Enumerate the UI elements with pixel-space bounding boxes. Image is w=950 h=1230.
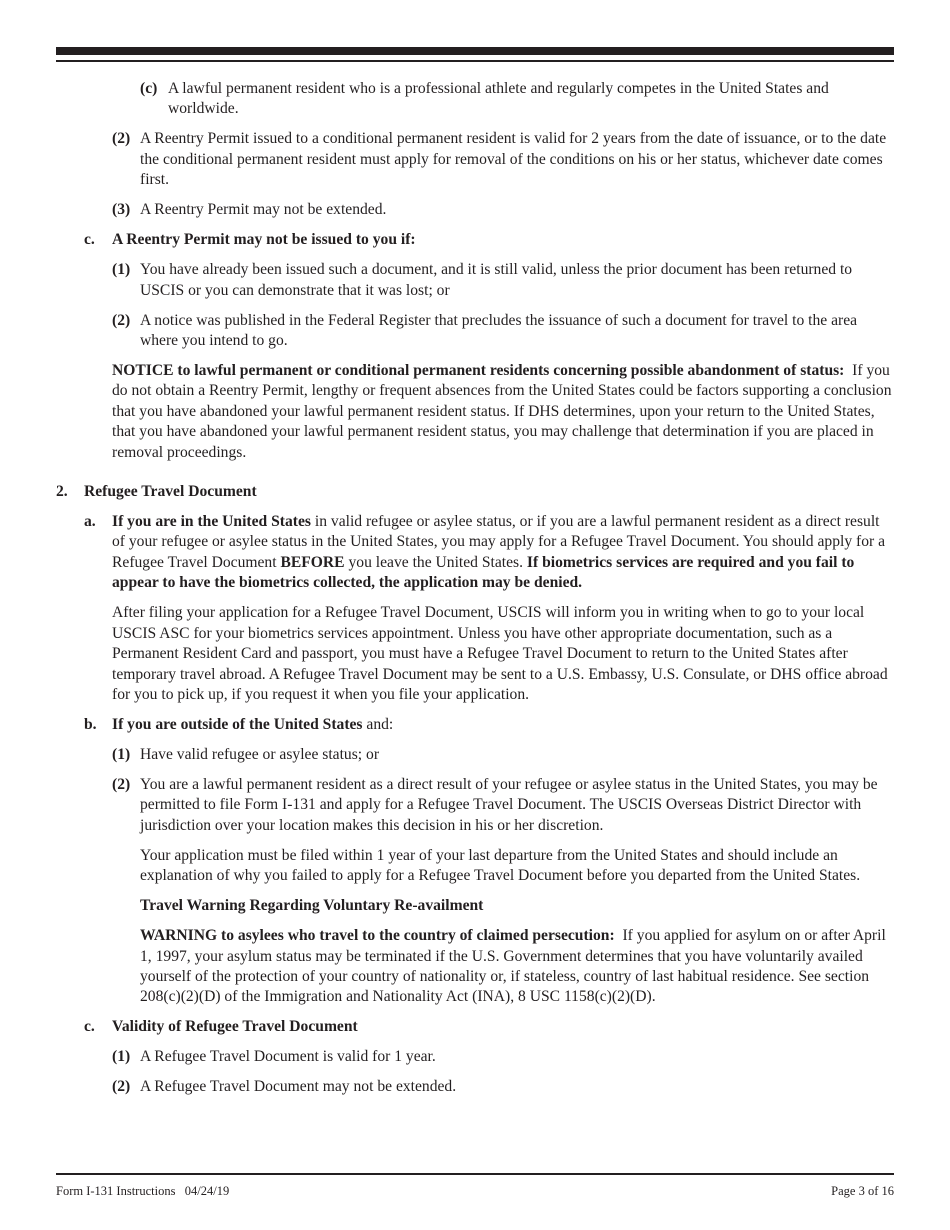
item-label: (2) bbox=[112, 1078, 131, 1096]
item-label: (2) bbox=[112, 130, 131, 148]
footer-form-id: Form I-131 Instructions 04/24/19 bbox=[56, 1184, 230, 1198]
item-label: (1) bbox=[112, 261, 131, 279]
page-content bbox=[56, 79, 896, 1107]
list-item-2 bbox=[112, 129, 896, 190]
text-phrase: you leave the United States. bbox=[344, 553, 527, 571]
item-label: (1) bbox=[112, 1048, 131, 1066]
list-item-validity-2 bbox=[112, 1077, 896, 1097]
item-text: A lawful permanent resident who is a professional athlete and regularly competes in the United States and worldwide. bbox=[168, 80, 829, 118]
item-text: A Reentry Permit may not be extended. bbox=[140, 201, 387, 219]
subsection-b-text bbox=[112, 715, 896, 735]
bold-phrase: If biometrics services are required and you fail to appear to have the biometrics collected, the application may be denied. bbox=[112, 553, 855, 592]
list-item-validity-1 bbox=[112, 1047, 896, 1067]
list-item-b1 bbox=[112, 745, 896, 765]
item-label: (c) bbox=[140, 80, 158, 97]
list-item-b2 bbox=[112, 775, 896, 836]
section-number: 2. bbox=[56, 483, 68, 501]
footer-page-number: Page 3 of 16 bbox=[831, 1184, 894, 1198]
subsection-a-text bbox=[112, 512, 896, 594]
item-label: c. bbox=[84, 1018, 95, 1036]
list-item-c2 bbox=[112, 311, 896, 352]
footer-rule bbox=[56, 1173, 894, 1175]
item-label: b. bbox=[84, 715, 97, 733]
subsection-c-heading bbox=[84, 230, 896, 250]
item-label: c. bbox=[84, 231, 95, 249]
subsection-c-validity bbox=[84, 1017, 896, 1037]
list-item-3 bbox=[112, 200, 896, 220]
section-title: Refugee Travel Document bbox=[84, 483, 257, 501]
item-text: Have valid refugee or asylee status; or bbox=[140, 745, 380, 763]
item-text: A notice was published in the Federal Register that precludes the issuance of such a document for travel to the area where you intend to go. bbox=[140, 311, 858, 350]
header-rule-thick bbox=[56, 47, 894, 55]
text-phrase: in valid refugee or asylee status, or if you are a lawful permanent resident as a direct result of your refugee or asylee status in the United States, you may apply for a Refugee Travel Document. You should apply for a Refugee Travel Document bbox=[112, 513, 886, 571]
bold-phrase: BEFORE bbox=[280, 553, 345, 571]
item-label: a. bbox=[84, 513, 96, 531]
item-text: You are a lawful permanent resident as a direct result of your refugee or asylee status in the United States, you may be permitted to file Form I-131 and apply for a Refugee Travel Document. The USCIS Overseas District Director with jurisdiction over your location makes this decision in his or her discretion. bbox=[140, 775, 878, 834]
item-label: (3) bbox=[112, 201, 131, 219]
subsection-b bbox=[84, 715, 896, 735]
notice-text: If you do not obtain a Reentry Permit, lengthy or frequent absences from the United States could be factors supporting a conclusion that you have abandoned your lawful permanent resident status. If DHS determines, upon your return to the United States, that you have abandoned your lawful permanent resident status, you may challenge that determination if you are placed in removal proceedings. bbox=[112, 362, 892, 461]
asylee-warning bbox=[140, 926, 896, 1008]
item-text: A Reentry Permit issued to a conditional permanent resident is valid for 2 years from the date of issuance, or to the date the conditional permanent resident must apply for removal of the conditions on his or her status, whichever date comes first. bbox=[140, 130, 887, 189]
subsection-a bbox=[84, 512, 896, 594]
bold-phrase: If you are in the United States bbox=[112, 513, 311, 531]
item-label: (2) bbox=[112, 775, 131, 793]
notice-title: NOTICE to lawful permanent or conditional permanent residents concerning possible abandonment of status: bbox=[112, 362, 845, 380]
item-text: You have already been issued such a document, and it is still valid, unless the prior document has been returned to USCIS or you can demonstrate that it was lost; or bbox=[140, 261, 853, 299]
travel-warning-heading: Travel Warning Regarding Voluntary Re-availment bbox=[140, 897, 484, 915]
section-2-heading bbox=[56, 482, 896, 502]
header-rule-thin bbox=[56, 60, 894, 62]
bold-phrase: If you are outside of the United States bbox=[112, 715, 363, 733]
text-phrase: and: bbox=[362, 715, 394, 733]
subsection-a-para2: After filing your application for a Refugee Travel Document, USCIS will inform you in writing when to go to your local USCIS ASC for your biometrics services appointment. Unless you have other appropriate documentation, such as a Permanent Resident Card and passport, you must have a Refugee Travel Document to return to the United States after temporary travel abroad. A Refugee Travel Document may be sent to a U.S. Embassy, U.S. Consulate, or DHS office abroad for you to pick up, if you request it when you file your application. bbox=[112, 604, 888, 703]
item-label: (1) bbox=[112, 745, 131, 763]
item-label: (2) bbox=[112, 311, 131, 329]
item-heading: A Reentry Permit may not be issued to you if: bbox=[112, 231, 416, 249]
warning-text: If you applied for asylum on or after April 1, 1997, your asylum status may be terminated if the U.S. Government determines that you have voluntarily availed yourself of the protection of your country of nationality or, if stateless, country of last habitual residence. See section 208(c)(2)(D) of the Immigration and Nationality Act (INA), 8 USC 1158(c)(2)(D). bbox=[140, 927, 886, 1006]
warning-title: WARNING to asylees who travel to the country of claimed persecution: bbox=[140, 927, 615, 945]
item-heading: Validity of Refugee Travel Document bbox=[112, 1018, 358, 1036]
list-item-c1 bbox=[112, 260, 896, 301]
list-item-b2-para2: Your application must be filed within 1 year of your last departure from the United States and should include an explanation of why you failed to apply for a Refugee Travel Document before you departed from the United States. bbox=[140, 846, 861, 885]
list-item-1c bbox=[140, 79, 896, 120]
abandonment-notice bbox=[112, 361, 896, 463]
item-text: A Refugee Travel Document is valid for 1 year. bbox=[140, 1048, 436, 1066]
item-text: A Refugee Travel Document may not be extended. bbox=[140, 1078, 457, 1096]
